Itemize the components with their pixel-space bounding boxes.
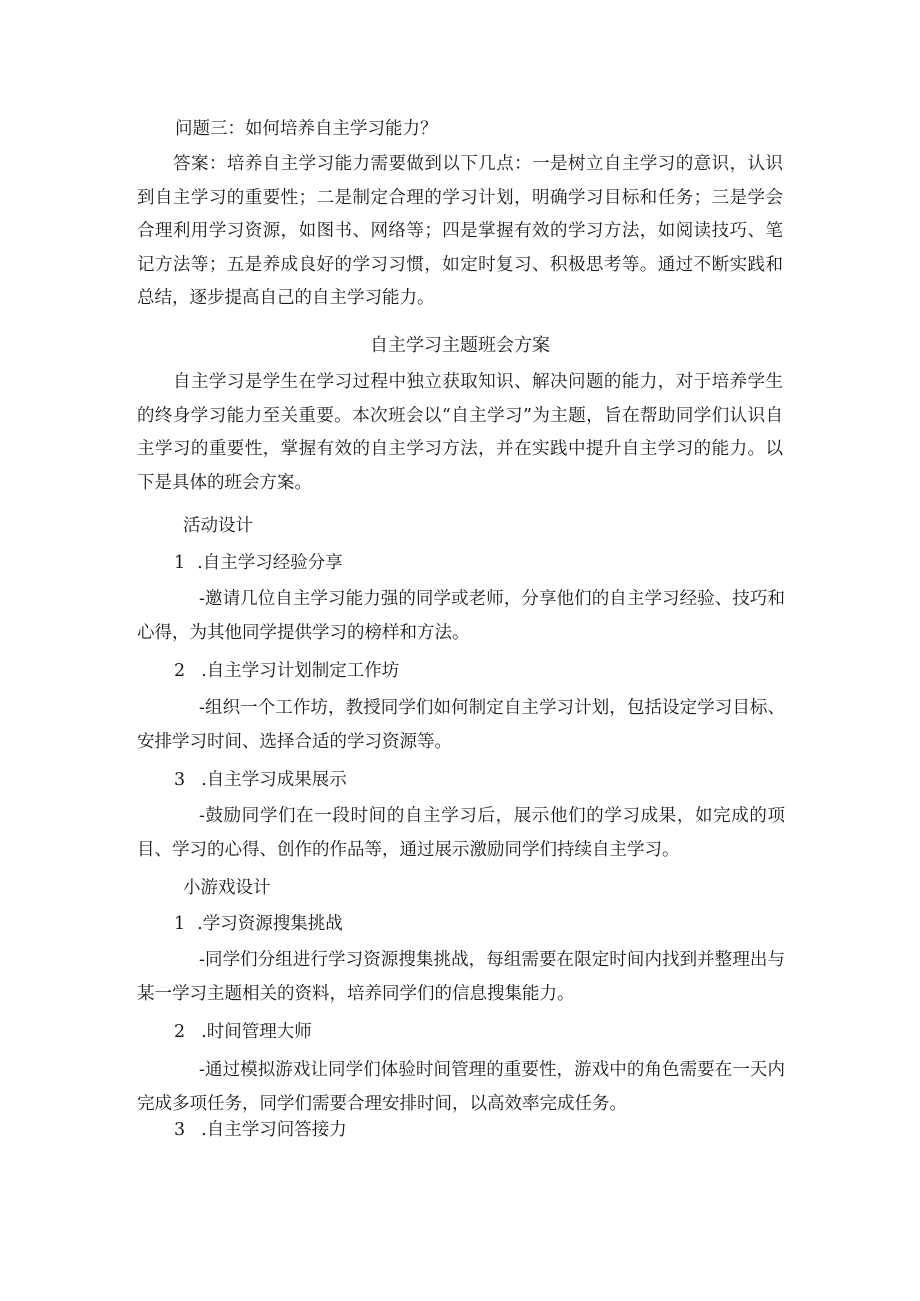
activity-item-1-title (174, 552, 343, 574)
activity-item-1-label: .自主学习经验分享 (197, 553, 343, 573)
game-item-2-desc: -通过模拟游戏让同学们体验时间管理的重要性，游戏中的角色需要在一天内完成多项任务，同学们需要合理安排时间，以高效率完成任务。 (137, 1060, 785, 1114)
activity-item-2-desc: -组织一个工作坊，教授同学们如何制定自主学习计划，包括设定学习目标、安排学习时间、选择合适的学习资源等。 (137, 698, 785, 752)
game-item-2-label: .时间管理大师 (201, 1022, 312, 1042)
activity-item-1-number: 1 (174, 553, 186, 573)
game-item-3-number: 3 (174, 1120, 186, 1140)
activity-item-2-number: 2 (174, 661, 186, 681)
question-heading: 问题三：如何培养自主学习能力？ (175, 119, 438, 139)
activity-item-3-desc: -鼓励同学们在一段时间的自主学习后，展示他们的学习成果，如完成的项目、学习的心得、创作的作品等，通过展示激励同学们持续自主学习。 (137, 806, 785, 860)
game-item-3-label: .自主学习问答接力 (201, 1120, 347, 1140)
game-item-3-title (174, 1119, 347, 1141)
game-item-2-title (174, 1021, 312, 1043)
activity-item-3-number: 3 (174, 770, 186, 790)
game-item-1-desc: -同学们分组进行学习资源搜集挑战，每组需要在限定时间内找到并整理出与某一学习主题相关的资料，培养同学们的信息搜集能力。 (137, 950, 785, 1004)
game-item-1-number: 1 (174, 914, 186, 934)
activities-heading: 活动设计 (183, 516, 253, 536)
game-item-1-label: .学习资源搜集挑战 (197, 914, 343, 934)
plan-title: 自主学习主题班会方案 (370, 335, 550, 356)
activity-item-3-title (174, 769, 347, 791)
game-item-2-number: 2 (174, 1022, 186, 1042)
activity-item-3-label: .自主学习成果展示 (201, 770, 347, 790)
activity-item-2-label: .自主学习计划制定工作坊 (201, 661, 400, 681)
games-heading: 小游戏设计 (183, 878, 271, 898)
activity-item-1-desc: -邀请几位自主学习能力强的同学或老师，分享他们的自主学习经验、技巧和心得，为其他同学提供学习的榜样和方法。 (137, 589, 785, 643)
plan-intro-paragraph: 自主学习是学生在学习过程中独立获取知识、解决问题的能力，对于培养学生的终身学习能力至关重要。本次班会以“自主学习”为主题，旨在帮助同学们认识自主学习的重要性，掌握有效的自主学习方法，并在实践中提升自主学习的能力。以下是具体的班会方案。 (137, 372, 783, 493)
activity-item-2-title (174, 660, 399, 682)
game-item-1-title (174, 913, 343, 935)
answer-paragraph: 答案：培养自主学习能力需要做到以下几点：一是树立自主学习的意识，认识到自主学习的重要性；二是制定合理的学习计划，明确学习目标和任务；三是学会合理利用学习资源，如图书、网络等；四是掌握有效的学习方法，如阅读技巧、笔记方法等；五是养成良好的学习习惯，如定时复习、积极思考等。通过不断实践和总结，逐步提高自己的自主学习能力。 (137, 154, 783, 308)
